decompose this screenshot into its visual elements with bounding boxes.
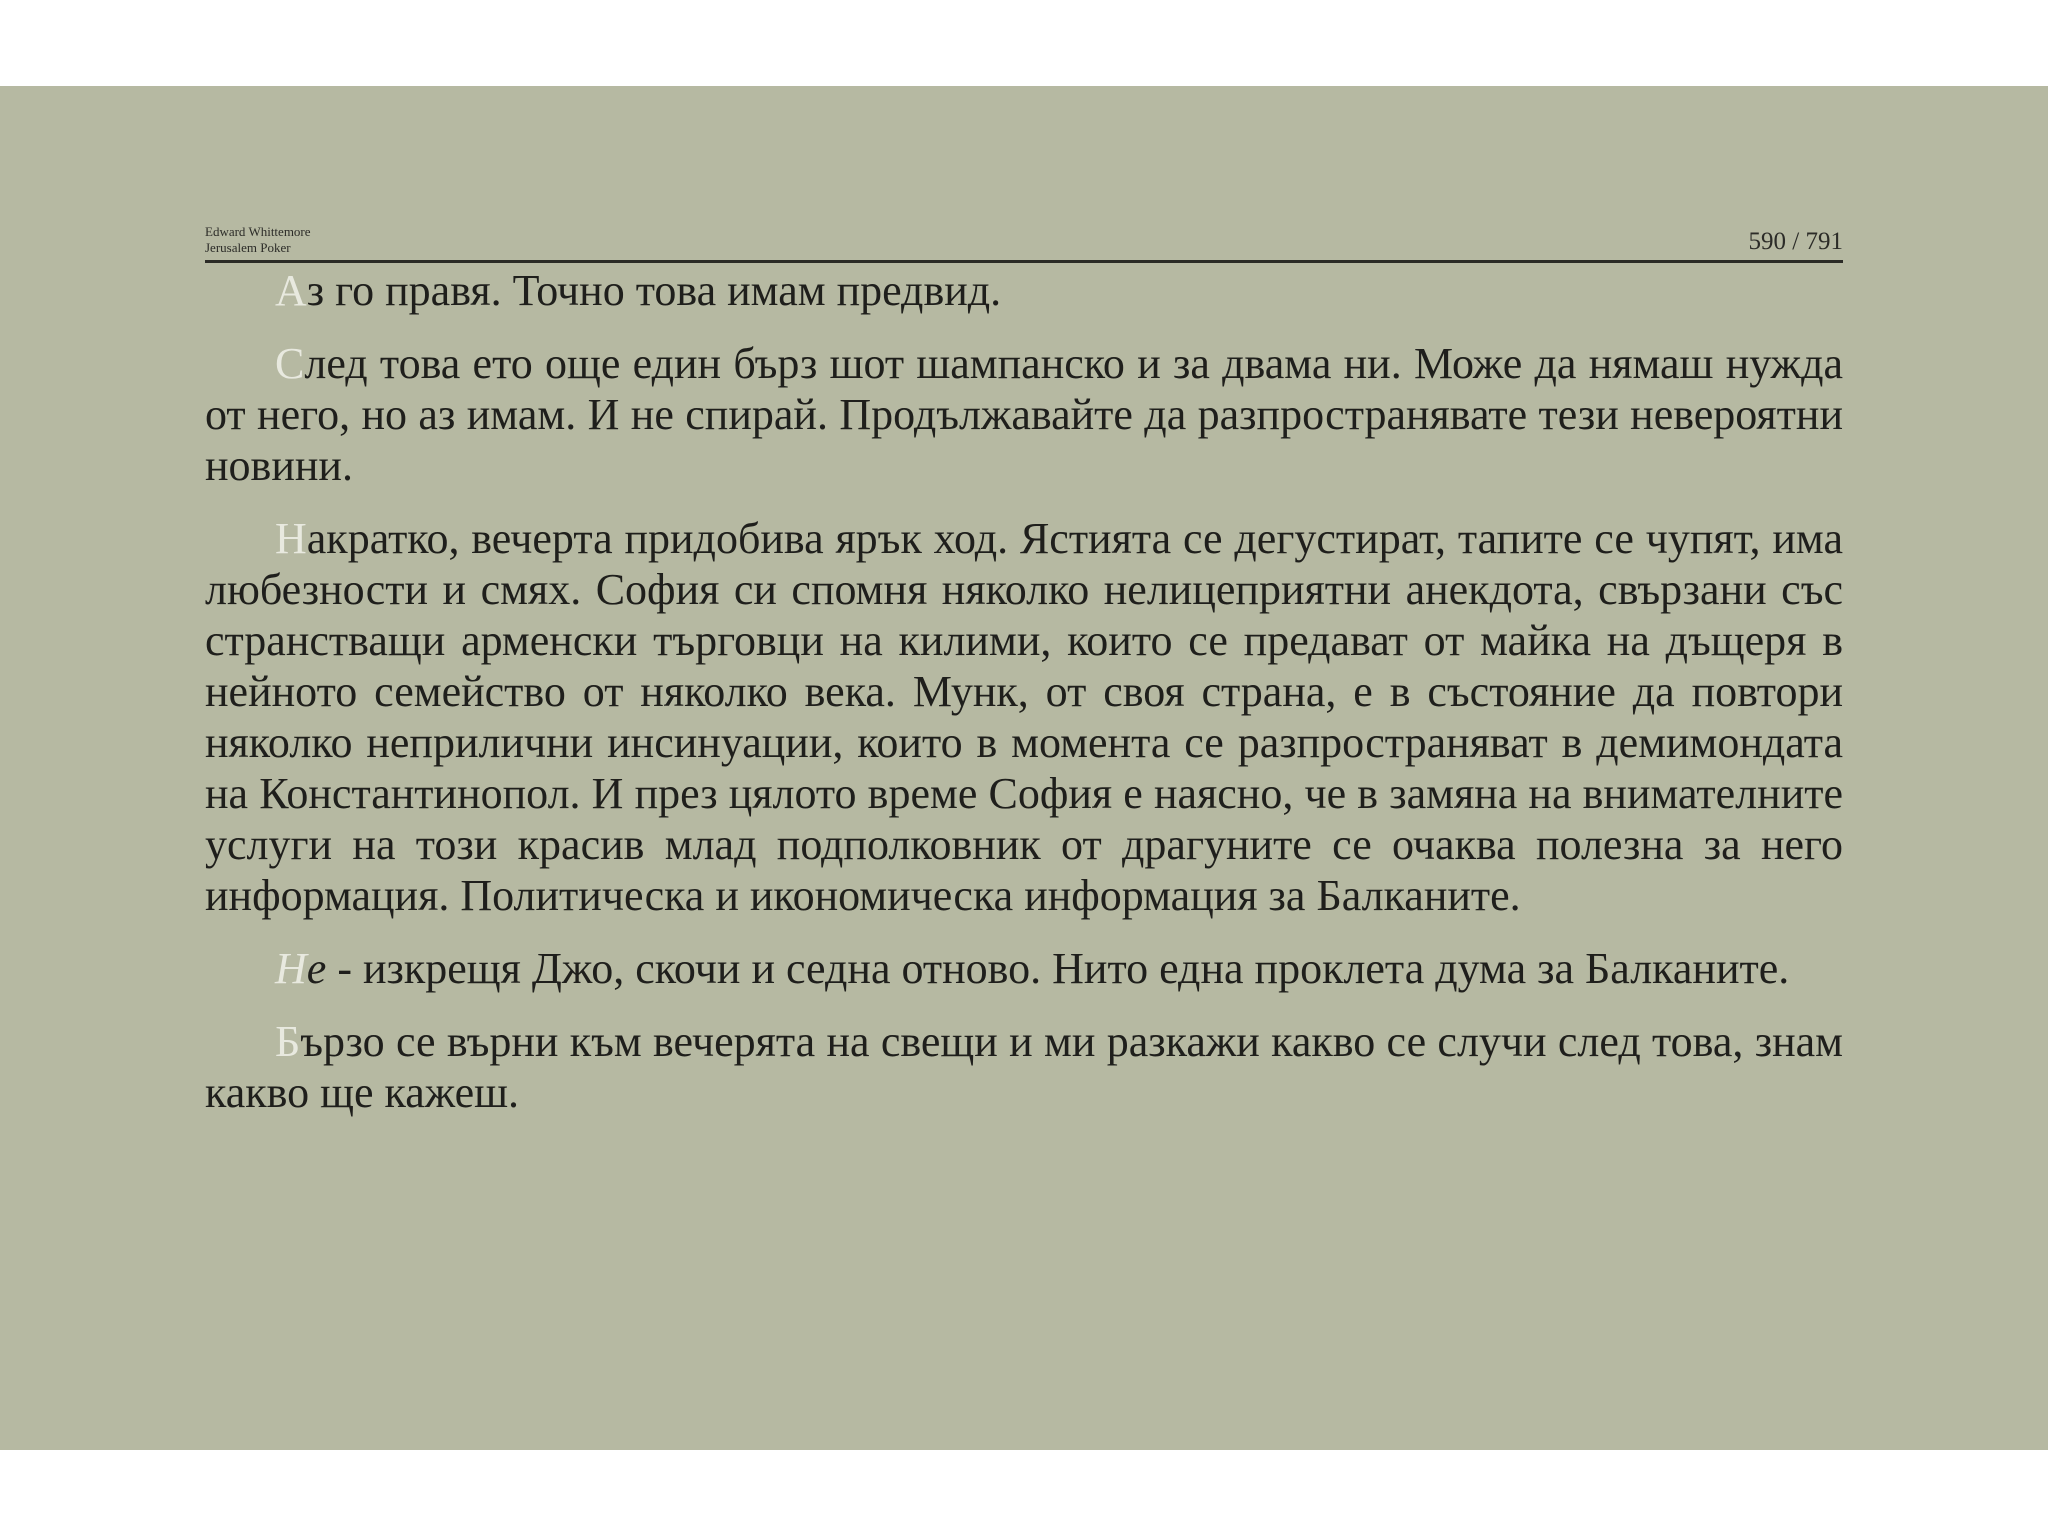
paragraph [205,1016,1843,1118]
paragraph-initial: Н [275,944,307,993]
reading-text [205,265,1843,1140]
paragraph [205,943,1843,994]
paragraph-initial: Б [275,1017,301,1066]
paragraph-body: з го правя. Точно това имам предвид. [306,266,1002,315]
paragraph-body: ързо се върни към вечерята на свещи и ми разкажи какво се случи след това, знам какво ще кажеш. [205,1017,1843,1117]
paragraph-initial: А [275,266,307,315]
paragraph [205,265,1843,316]
paragraph [205,338,1843,491]
book-title: Jerusalem Poker [205,240,291,255]
page-header [205,136,1843,263]
paragraph-body: лед това ето още един бърз шот шампанско и за двама ни. Може да нямаш нужда от него, но аз имам. И не спирай. Продължавайте да разпространявате тези невероятни новини. [205,339,1843,490]
paragraph-initial: Н [275,514,307,563]
running-header [205,224,311,256]
paragraph-body: - изкрещя Джо, скочи и седна отново. Нито една проклета дума за Балканите. [326,944,1790,993]
page-counter: 590 / 791 [1748,228,1843,255]
paragraph-initial: С [275,339,305,388]
paragraph-body: акратко, вечерта придобива ярък ход. Ястията се дегустират, тапите се чупят, има любезности и смях. София си спомня няколко нелицеприятни анекдота, свързани със странстващи арменски търговци на килими, които се предават от майка на дъщеря в нейното семейство от няколко века. Мунк, от своя страна, е в състояние да повтори няколко неприлични инсинуации, които в момента се разпространяват в демимондата на Константинопол. И през цялото време София е наясно, че в замяна на внимателните услуги на този красив млад подполковник от драгуните се очаква полезна за него информация. Политическа и икономическа информация за Балканите. [205,514,1843,920]
author-name: Edward Whittemore [205,224,311,239]
paragraph-lead: е [306,944,327,993]
paragraph [205,513,1843,921]
